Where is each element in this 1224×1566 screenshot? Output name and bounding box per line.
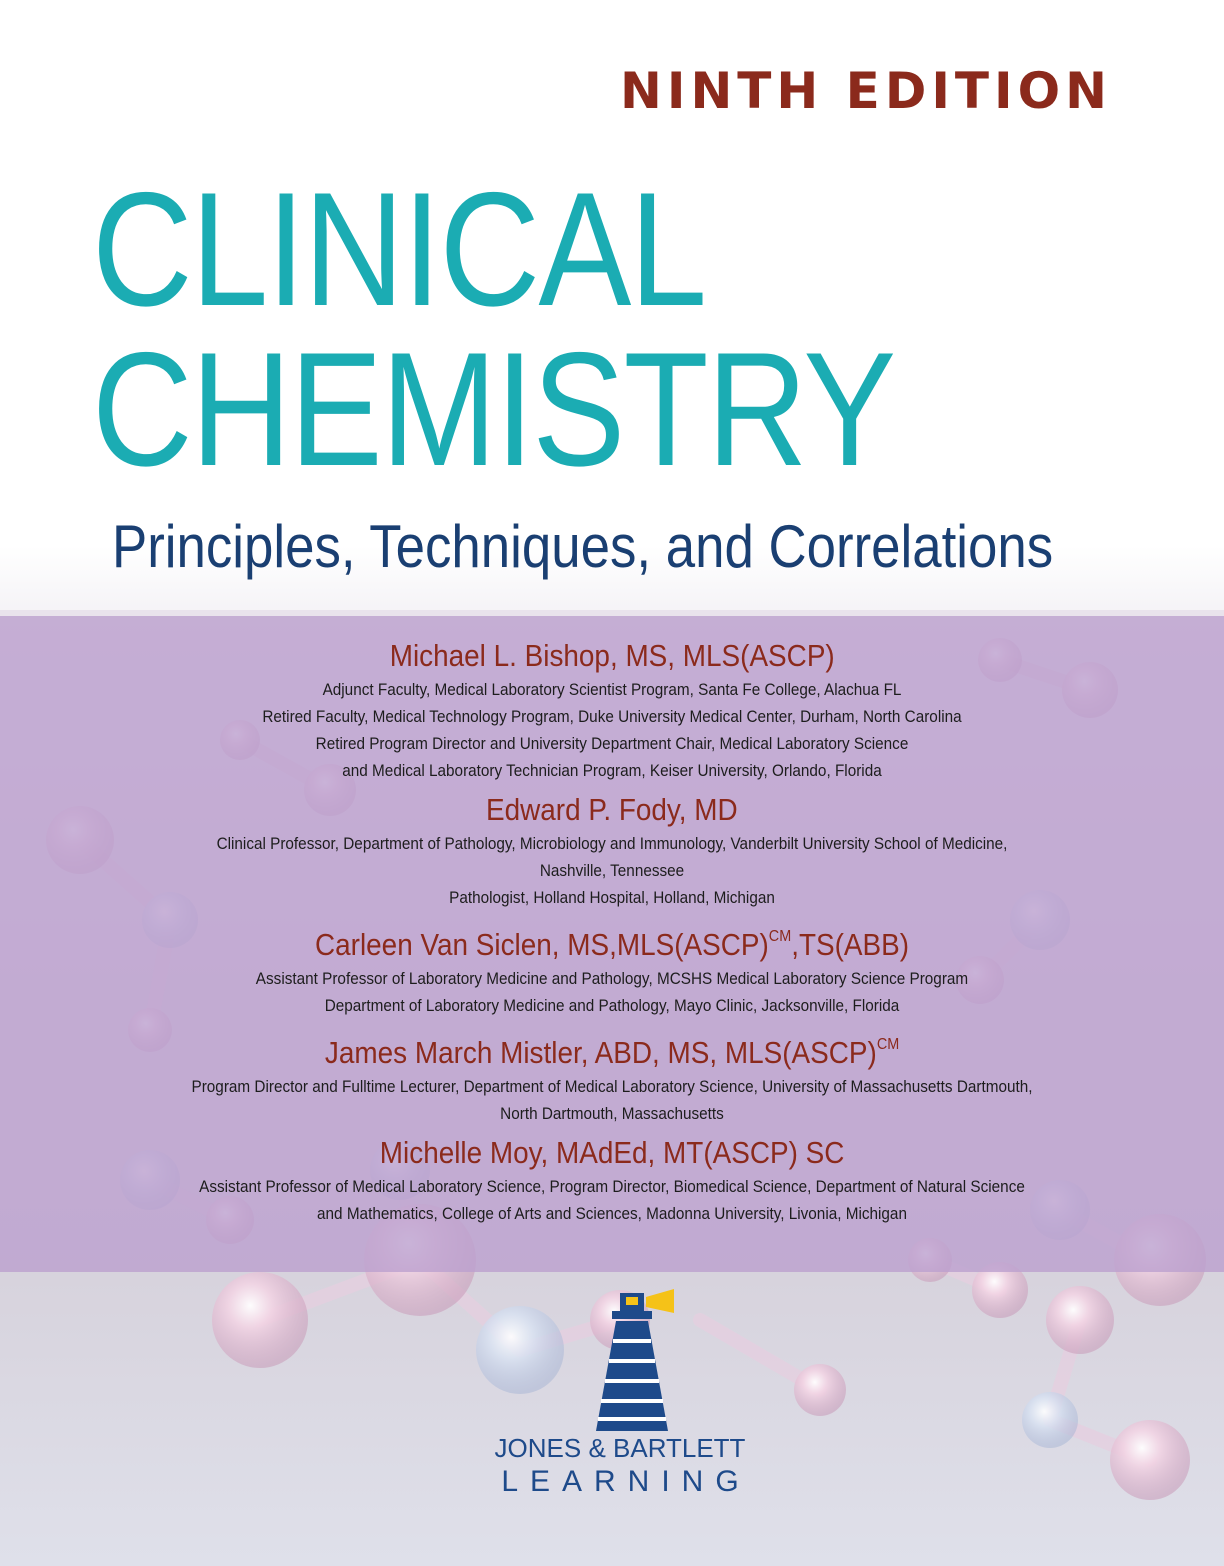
publisher-name-learning: LEARNING [501,1465,751,1498]
title-line-2: CHEMISTRY [92,319,895,500]
author-block [0,790,1224,911]
author-name: Michelle Moy, MAdEd, MT(ASCP) SC [379,1135,845,1170]
edition-label: NINTH EDITION [620,62,1112,120]
credential-superscript: CM [876,1036,900,1053]
title-line-1: CLINICAL [92,159,706,340]
author-affiliation: Retired Program Director and University Department Chair, Medical Laboratory Science [315,734,909,753]
author-affiliation: North Dartmouth, Massachusetts [500,1104,724,1123]
publisher-logo [470,1285,770,1525]
author-name: Carleen Van Siclen, MS,MLS(ASCP)$^{CM}$,TS(ABB) [314,927,910,962]
author-affiliation: Assistant Professor of Laboratory Medicine and Pathology, MCSHS Medical Laboratory Science Program [255,969,969,988]
author-affiliation: and Mathematics, College of Arts and Sciences, Madonna University, Livonia, Michigan [317,1204,907,1223]
author-affiliation: Pathologist, Holland Hospital, Holland, Michigan [449,888,775,907]
author-affiliation: Nashville, Tennessee [539,861,685,880]
author-name: Michael L. Bishop, MS, MLS(ASCP) [389,638,835,673]
author-affiliation: and Medical Laboratory Technician Program, Keiser University, Orlando, Florida [342,761,882,780]
author-block [0,636,1224,784]
author-name: Edward P. Fody, MD [486,792,738,827]
author-affiliation: Adjunct Faculty, Medical Laboratory Scientist Program, Santa Fe College, Alachua FL [322,680,902,699]
author-name: James March Mistler, ABD, MS, MLS(ASCP)$^{CM}$ [324,1035,900,1070]
author-block [0,1133,1224,1227]
author-affiliation: Program Director and Fulltime Lecturer, Department of Medical Laboratory Science, University of Massachusetts Dartmouth, [191,1077,1033,1096]
author-affiliation: Assistant Professor of Medical Laboratory Science, Program Director, Biomedical Science, Department of Natural Science [199,1177,1025,1196]
author-block [0,1025,1224,1127]
credential-superscript: CM [768,928,792,945]
author-affiliation: Retired Faculty, Medical Technology Program, Duke University Medical Center, Durham, North Carolina [262,707,962,726]
publisher-name: JONES & BARTLETT [494,1433,746,1463]
author-list [0,636,1224,1233]
author-affiliation: Department of Laboratory Medicine and Pathology, Mayo Clinic, Jacksonville, Florida [324,996,900,1015]
lighthouse-icon [470,1285,770,1435]
author-block [0,917,1224,1019]
book-title [92,159,895,500]
author-affiliation: Clinical Professor, Department of Pathology, Microbiology and Immunology, Vanderbilt University School of Medicine, [216,834,1008,853]
book-subtitle: Principles, Techniques, and Correlations [112,513,1054,580]
